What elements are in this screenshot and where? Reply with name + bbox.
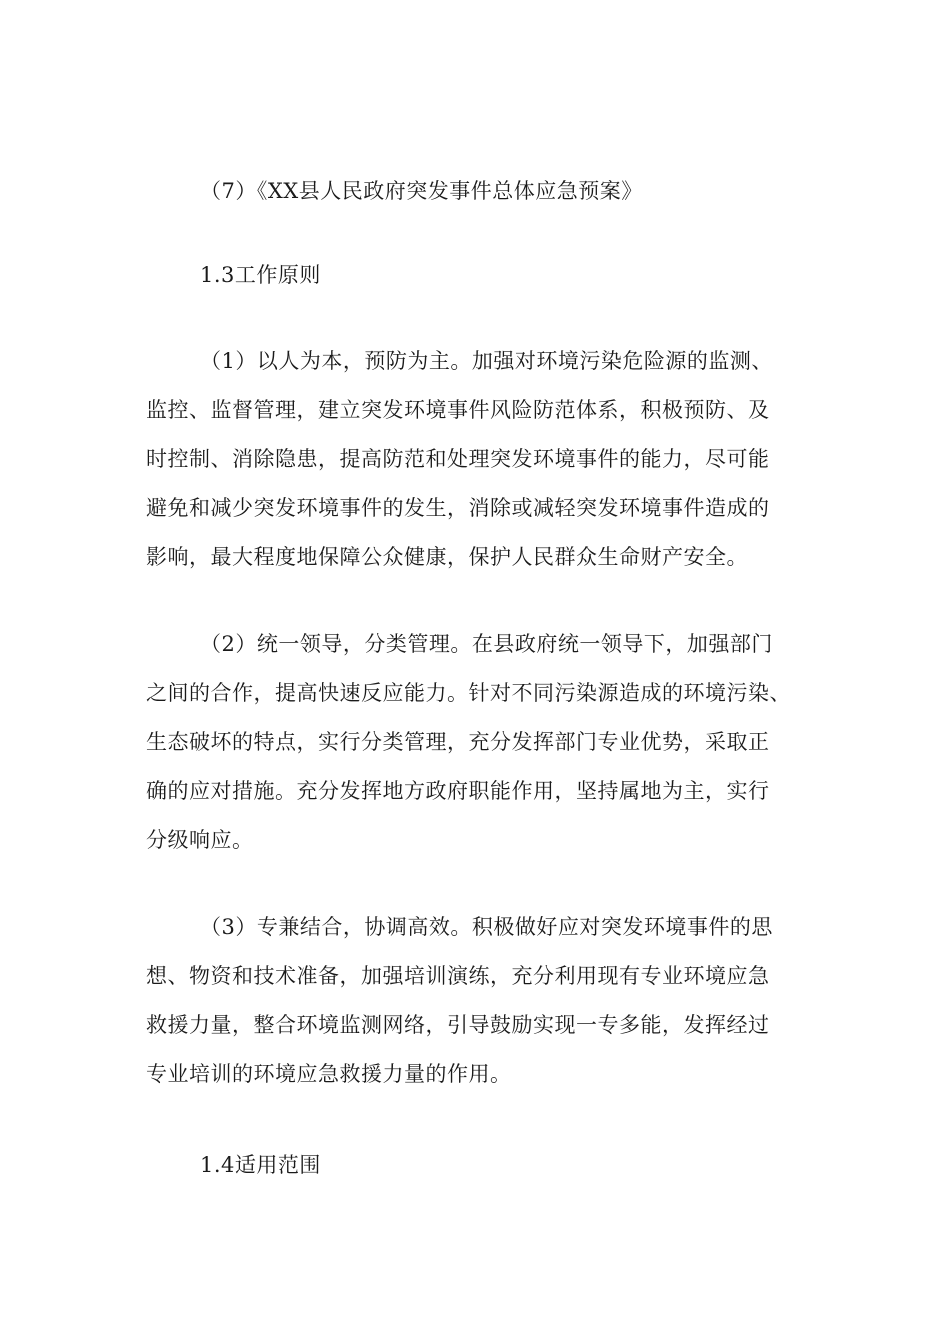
paragraph-line: 专业培训的环境应急救援力量的作用。 bbox=[146, 1062, 512, 1086]
section-heading-1-4: 1.4适用范围 bbox=[200, 1153, 321, 1177]
paragraph-line: 确的应对措施。充分发挥地方政府职能作用，坚持属地为主，实行 bbox=[146, 779, 770, 803]
paragraph-line: （2）统一领导，分类管理。在县政府统一领导下，加强部门 bbox=[200, 632, 773, 656]
paragraph-line: 生态破坏的特点，实行分类管理，充分发挥部门专业优势，采取正 bbox=[146, 730, 770, 754]
paragraph-line: 想、物资和技术准备，加强培训演练，充分利用现有专业环境应急 bbox=[146, 964, 770, 988]
paragraph-line: （3）专兼结合，协调高效。积极做好应对突发环境事件的思 bbox=[200, 915, 773, 939]
paragraph-line: 分级响应。 bbox=[146, 828, 254, 852]
paragraph-line: （1）以人为本，预防为主。加强对环境污染危险源的监测、 bbox=[200, 349, 773, 373]
paragraph-line: 之间的合作，提高快速反应能力。针对不同污染源造成的环境污染、 bbox=[146, 681, 791, 705]
section-heading-1-3: 1.3工作原则 bbox=[200, 263, 321, 287]
paragraph-line: 影响，最大程度地保障公众健康，保护人民群众生命财产安全。 bbox=[146, 545, 748, 569]
paragraph-line: 时控制、消除隐患，提高防范和处理突发环境事件的能力，尽可能 bbox=[146, 447, 770, 471]
paragraph-line: 监控、监督管理，建立突发环境事件风险防范体系，积极预防、及 bbox=[146, 398, 770, 422]
reference-item-7: （7）《XX县人民政府突发事件总体应急预案》 bbox=[200, 179, 643, 203]
paragraph-line: 避免和减少突发环境事件的发生，消除或减轻突发环境事件造成的 bbox=[146, 496, 770, 520]
paragraph-line: 救援力量，整合环境监测网络，引导鼓励实现一专多能，发挥经过 bbox=[146, 1013, 770, 1037]
